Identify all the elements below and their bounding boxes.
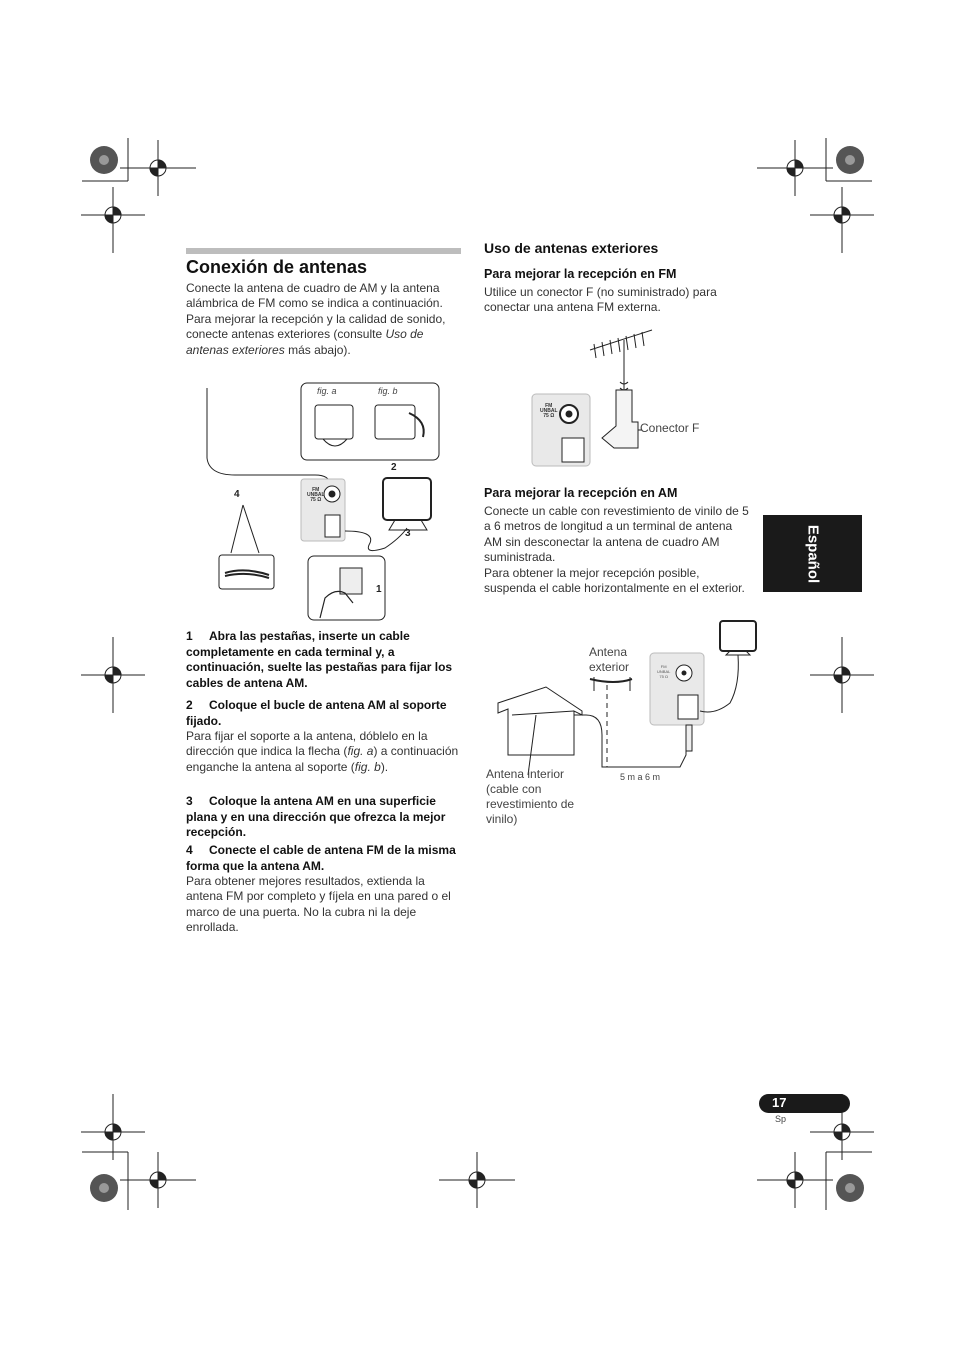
fm-terminal-label: FM UNBAL 75 Ω	[540, 403, 558, 419]
outdoor-antennas-heading: Uso de antenas exteriores	[484, 240, 659, 256]
fm-connector-diagram	[532, 330, 732, 470]
fm-subheading: Para mejorar la recepción en FM	[484, 267, 677, 281]
am-terminal-label: FM UNBAL 75 Ω	[657, 664, 671, 679]
intro-text-b: más abajo).	[284, 342, 351, 357]
am-paragraph-1: Conecte un cable con revestimiento de vinilo de 5 a 6 metros de longitud a un terminal de antena AM sin desconectar la antena de cuadro AM suministrada.	[484, 504, 749, 565]
step-4: 4 Conecte el cable de antena FM de la misma forma que la antena AM.	[186, 843, 456, 873]
page-number: 17	[772, 1095, 787, 1110]
fig-b-label: fig. b	[378, 386, 398, 396]
callout-3: 3	[405, 528, 411, 539]
page-language-code: Sp	[775, 1114, 787, 1124]
callout-4: 4	[234, 489, 240, 500]
intro-paragraph	[186, 281, 462, 358]
page-title: Conexión de antenas	[186, 257, 368, 277]
am-subheading: Para mejorar la recepción en AM	[484, 486, 678, 500]
callout-2: 2	[391, 462, 397, 473]
step-2: 2 Coloque el bucle de antena AM al soporte fijado.	[186, 698, 447, 728]
am-paragraph-2: Para obtener la mejor recepción posible, suspenda el cable horizontalmente en el exterior.	[484, 566, 745, 596]
outdoor-antenna-label: Antena exterior	[589, 645, 630, 674]
fig-a-label: fig. a	[317, 386, 337, 396]
step-4-body: Para obtener mejores resultados, extienda la antena FM por completo y fíjela en una pared o el marco de una puerta. No la cubra ni la deje enrollada.	[186, 874, 451, 935]
section-rule	[186, 248, 461, 254]
step-3: 3 Coloque la antena AM en una superficie plana y en una dirección que ofrezca la mejor recepción.	[186, 794, 446, 840]
f-connector-label: Conector F	[640, 421, 700, 435]
step-1: 1 Abra las pestañas, inserte un cable completamente en cada terminal y, a continuación, suelte las pestañas para fijar los cables de antena AM.	[186, 629, 453, 690]
distance-label: 5 m a 6 m	[620, 772, 661, 782]
intro-text-a: Conecte la antena de cuadro de AM y la antena alámbrica de FM como se indica a continuación. Para mejorar la recepción y la calidad de sonido, conecte antenas exteriores (consulte	[186, 281, 446, 342]
am-fm-antenna-diagram	[195, 383, 475, 623]
intro-text-italic: Uso de antenas exteriores	[186, 327, 424, 357]
am-outdoor-diagram	[490, 615, 770, 785]
fm-paragraph: Utilice un conector F (no suministrado) para conectar una antena FM externa.	[484, 285, 717, 315]
callout-1: 1	[376, 584, 382, 595]
indoor-antenna-label: Antena interior (cable con revestimiento de vinilo)	[486, 767, 575, 826]
terminal-label-fm: FM UNBAL 75 Ω	[307, 487, 325, 503]
language-tab	[763, 515, 862, 592]
language-tab-label: Español	[804, 524, 821, 583]
step-2-body: Para fijar el soporte a la antena, dóblelo en la dirección que indica la flecha (fig. a) a continuación enganche la antena al soporte (fig. b).	[186, 729, 459, 774]
